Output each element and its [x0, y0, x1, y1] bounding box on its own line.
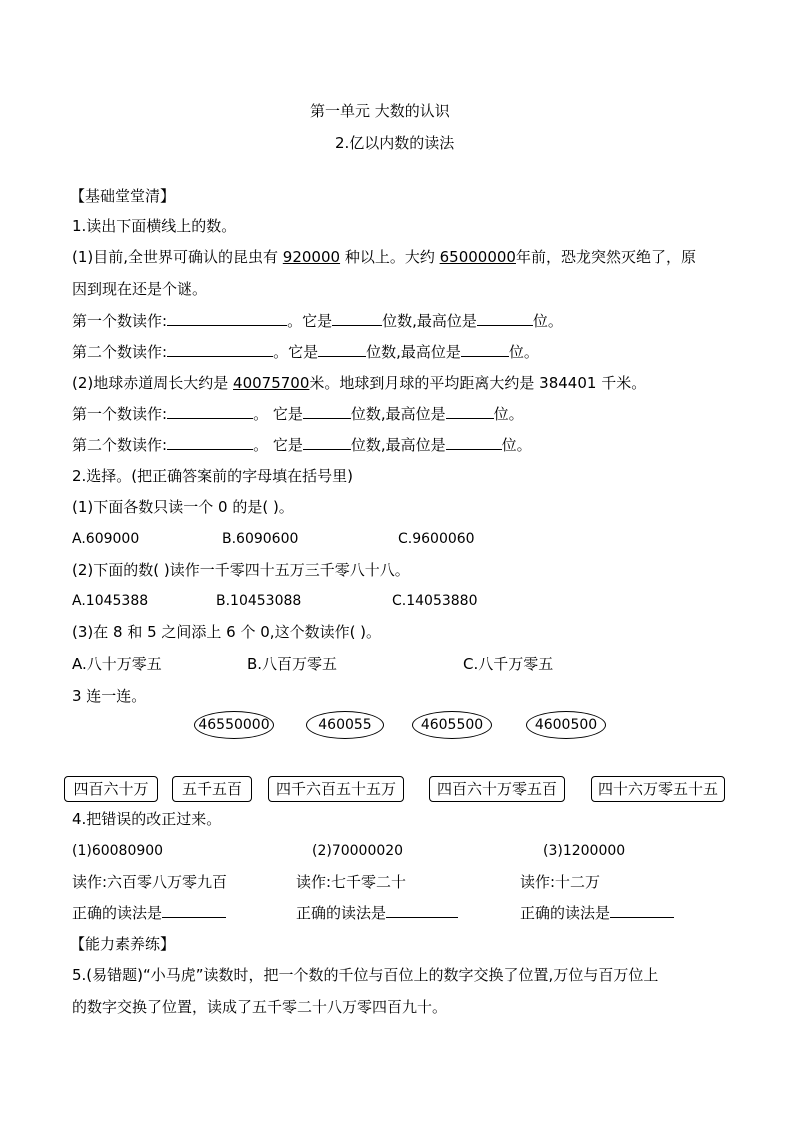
- q2-s3: (3)在 8 和 5 之间添上 6 个 0,这个数读作( )。: [72, 623, 382, 641]
- reading-box-3[interactable]: 四千六百五十五万: [268, 776, 404, 802]
- q2-s3-option-b[interactable]: B.八百万零五: [247, 655, 338, 673]
- q4-item3-fix: [520, 903, 674, 923]
- q1-p1-text-c: 年前，恐龙突然灭绝了，原: [515, 248, 696, 266]
- answer-blank[interactable]: [167, 435, 253, 450]
- q1-p1-first-answer: [72, 311, 563, 331]
- answer-blank[interactable]: [167, 311, 287, 326]
- reading-box-4[interactable]: 四百六十万零五百: [429, 776, 565, 802]
- number-oval-4[interactable]: 4600500: [526, 711, 606, 739]
- fix-label: 正确的读法是: [296, 904, 387, 922]
- section-ability-heading: 【能力素养练】: [70, 935, 176, 953]
- q2-s1-option-b[interactable]: B.6090600: [222, 531, 299, 547]
- digits-highest-label: 位数,最高位是: [366, 343, 461, 361]
- answer-blank[interactable]: [162, 903, 226, 918]
- q1-p2-text-b: 米。地球到月球的平均距离大约是 384401 千米。: [309, 374, 647, 392]
- number-oval-3[interactable]: 4605500: [412, 711, 492, 739]
- digit-end-label: 位。: [508, 343, 539, 361]
- q1-part1-line1: [72, 247, 696, 267]
- q1-p2-number-1: 40075700: [233, 374, 310, 392]
- answer-blank[interactable]: [167, 342, 273, 357]
- answer-blank[interactable]: [446, 435, 502, 450]
- reading-box-2[interactable]: 五千五百: [172, 776, 252, 802]
- q5-line1: 5.(易错题)“小马虎”读数时，把一个数的千位与百位上的数字交换了位置,万位与百万位上: [72, 966, 659, 984]
- answer-blank[interactable]: [303, 435, 351, 450]
- number-oval-1[interactable]: 46550000: [194, 711, 274, 739]
- second-read-label: 第二个数读作:: [72, 343, 168, 361]
- q2-s3-option-a[interactable]: A.八十万零五: [72, 655, 162, 673]
- answer-blank[interactable]: [477, 311, 533, 326]
- answer-blank[interactable]: [610, 903, 674, 918]
- lesson-title: 2.亿以内数的读法: [335, 134, 455, 152]
- digits-highest-label: 位数,最高位是: [382, 312, 477, 330]
- it-is-label: 。它是: [287, 312, 333, 330]
- answer-blank[interactable]: [303, 404, 351, 419]
- q2-s2: (2)下面的数( )读作一千零四十五万三千零八十八。: [72, 561, 410, 579]
- it-is-label: 。 它是: [253, 436, 303, 454]
- q4-item2-fix: [296, 903, 458, 923]
- q1-part2-line: [72, 373, 646, 393]
- second-read-label: 第二个数读作:: [72, 436, 168, 454]
- digits-highest-label: 位数,最高位是: [350, 405, 446, 423]
- q2-s3-option-c[interactable]: C.八千万零五: [463, 655, 554, 673]
- q2-s1-option-a[interactable]: A.609000: [72, 531, 140, 547]
- answer-blank[interactable]: [332, 311, 382, 326]
- q4-item1-number: (1)60080900: [72, 843, 164, 859]
- q2-s2-option-c[interactable]: C.14053880: [392, 593, 478, 609]
- digit-end-label: 位。: [532, 312, 563, 330]
- q5-line2: 的数字交换了位置，读成了五千零二十八万零四百九十。: [72, 998, 448, 1016]
- q4-item1-reading: 读作:六百零八万零九百: [72, 873, 228, 891]
- first-read-label: 第一个数读作:: [72, 312, 168, 330]
- reading-box-5[interactable]: 四十六万零五十五: [591, 776, 725, 802]
- q4-item3-reading: 读作:十二万: [520, 873, 601, 891]
- q3-stem: 3 连一连。: [72, 687, 147, 705]
- q4-item2-number: (2)70000020: [312, 843, 404, 859]
- answer-blank[interactable]: [461, 342, 509, 357]
- section-basic-heading: 【基础堂堂清】: [70, 187, 176, 205]
- q4-stem: 4.把错误的改正过来。: [72, 810, 222, 828]
- q1-p2-first-answer: [72, 404, 524, 424]
- digits-highest-label: 位数,最高位是: [350, 436, 446, 454]
- q4-item2-reading: 读作:七千零二十: [296, 873, 407, 891]
- q1-p2-second-answer: [72, 435, 532, 455]
- first-read-label: 第一个数读作:: [72, 405, 168, 423]
- q1-part1-line2: 因到现在还是个谜。: [72, 280, 208, 298]
- q2-stem: 2.选择。(把正确答案前的字母填在括号里): [72, 467, 354, 485]
- answer-blank[interactable]: [318, 342, 366, 357]
- unit-title: 第一单元 大数的认识: [310, 102, 450, 120]
- fix-label: 正确的读法是: [72, 904, 163, 922]
- number-oval-2[interactable]: 460055: [306, 711, 384, 739]
- q1-p1-number-2: 65000000: [439, 248, 516, 266]
- q4-item3-number: (3)1200000: [543, 843, 626, 859]
- q1-p1-second-answer: [72, 342, 539, 362]
- reading-box-1[interactable]: 四百六十万: [64, 776, 158, 802]
- q1-p2-text-a: (2)地球赤道周长大约是: [72, 374, 234, 392]
- q1-p1-text-a: (1)目前,全世界可确认的昆虫有: [72, 248, 283, 266]
- q2-s1: (1)下面各数只读一个 0 的是( )。: [72, 498, 294, 516]
- q2-s2-option-b[interactable]: B.10453088: [216, 593, 302, 609]
- answer-blank[interactable]: [446, 404, 494, 419]
- q1-stem: 1.读出下面横线上的数。: [72, 217, 237, 235]
- q4-item1-fix: [72, 903, 226, 923]
- q1-p1-text-b: 种以上。大约: [340, 248, 440, 266]
- fix-label: 正确的读法是: [520, 904, 611, 922]
- it-is-label: 。 它是: [253, 405, 303, 423]
- q1-p1-number-1: 920000: [282, 248, 341, 266]
- q2-s2-option-a[interactable]: A.1045388: [72, 593, 149, 609]
- digit-end-label: 位。: [493, 405, 524, 423]
- it-is-label: 。它是: [273, 343, 319, 361]
- q2-s1-option-c[interactable]: C.9600060: [398, 531, 475, 547]
- answer-blank[interactable]: [386, 903, 458, 918]
- digit-end-label: 位。: [501, 436, 532, 454]
- answer-blank[interactable]: [167, 404, 253, 419]
